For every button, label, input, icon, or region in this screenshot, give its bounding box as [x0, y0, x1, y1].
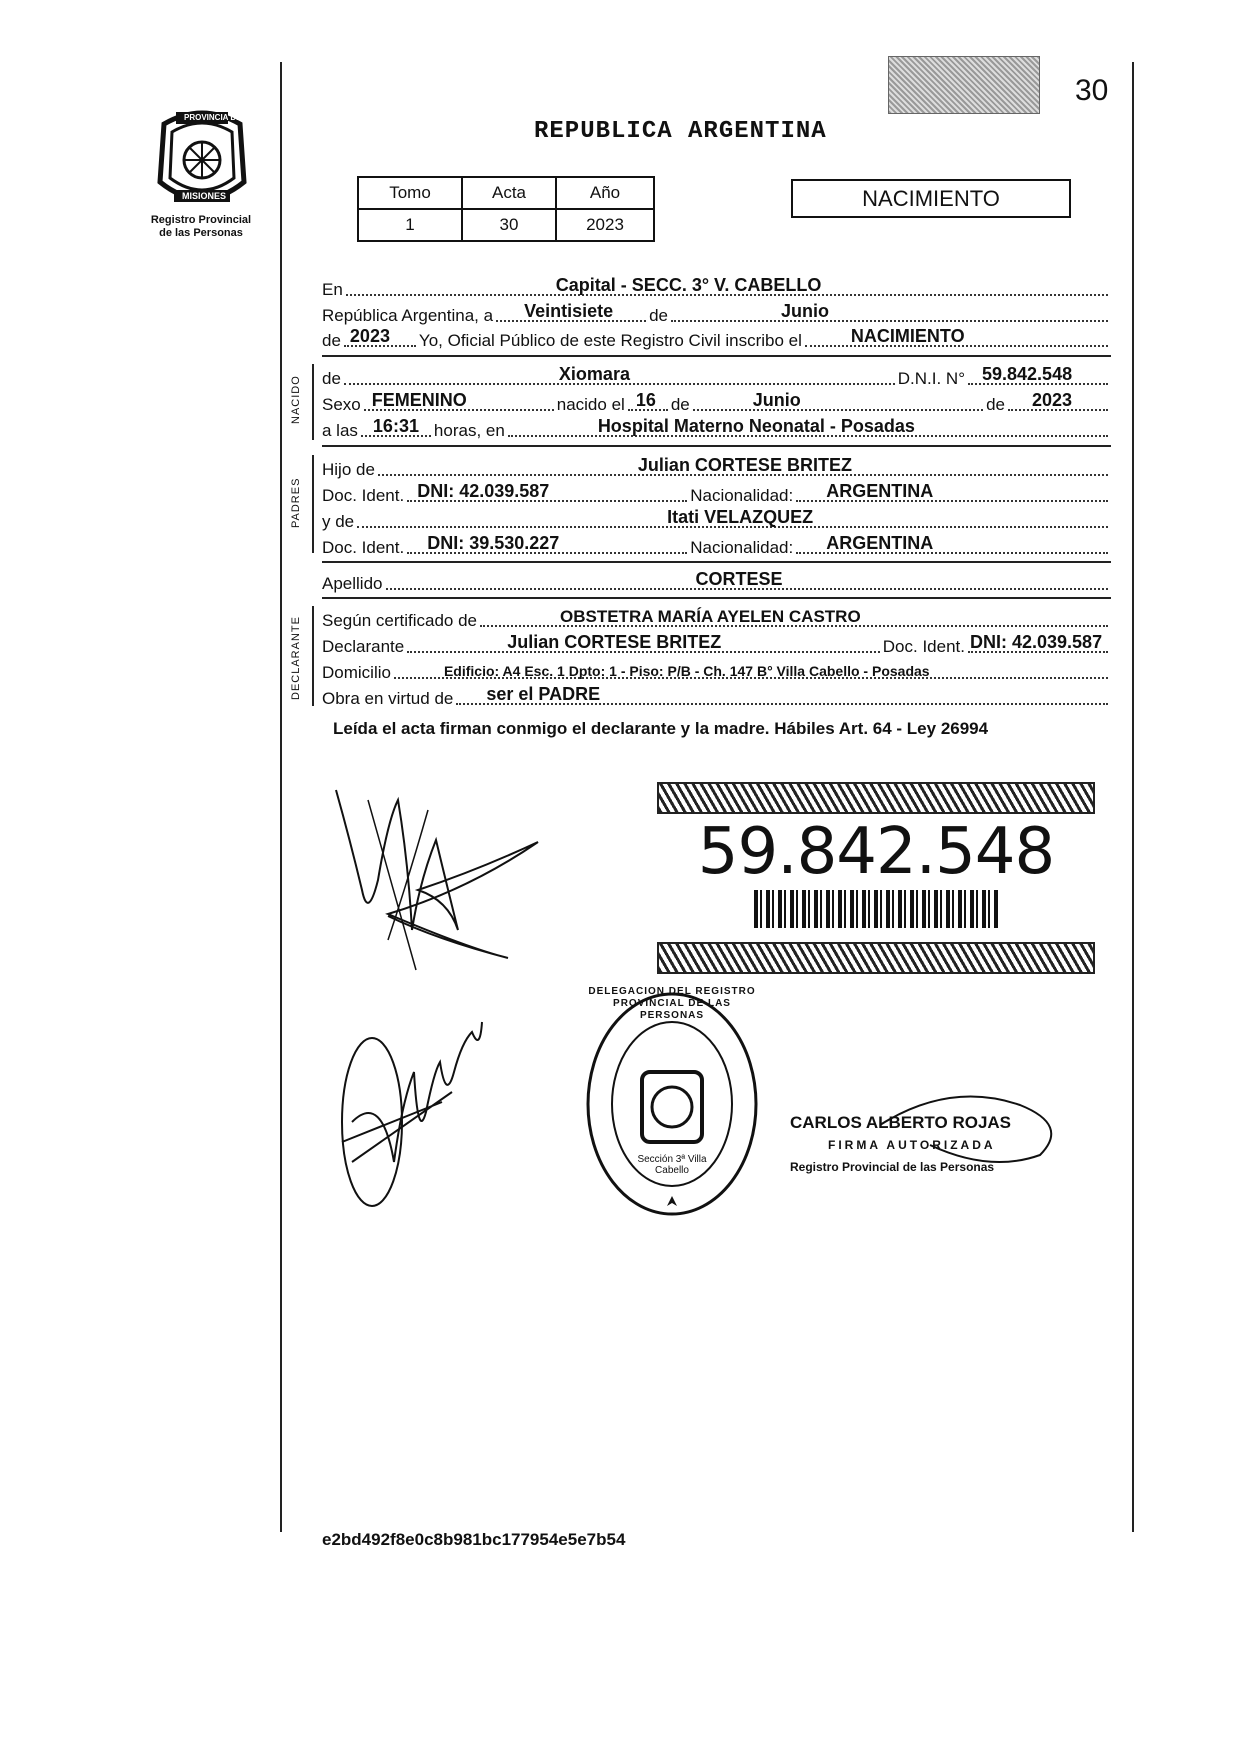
page-number: 30 [1075, 74, 1109, 107]
signatory-office: Registro Provincial de las Personas [790, 1160, 995, 1174]
apellido-label: Apellido [322, 574, 383, 593]
sexo-label: Sexo [322, 395, 361, 414]
tomo-header: Tomo [358, 177, 462, 209]
dia-value: Veintisiete [524, 301, 614, 321]
nombre-value: Xiomara [558, 364, 630, 384]
anio-header: Año [556, 177, 654, 209]
declarante-bracket [312, 606, 314, 706]
padre-doc-value: DNI: 42.039.587 [417, 481, 550, 501]
domicilio-row [322, 659, 1111, 683]
padre-doc-row [322, 482, 1111, 506]
acta-header: Acta [462, 177, 556, 209]
fecha-row [322, 302, 1111, 326]
nac-label-padre: Nacionalidad: [690, 486, 794, 505]
sticker-dni-number: 59.842.548 [697, 815, 1055, 889]
obra-row [322, 685, 1111, 709]
declarante-row [322, 633, 1111, 657]
inscribo-value: NACIMIENTO [850, 326, 965, 346]
declarante-section-label: DECLARANTE [290, 616, 302, 700]
hijo-label: Hijo de [322, 460, 375, 479]
padres-section-label: PADRES [290, 477, 302, 528]
page-title: REPUBLICA ARGENTINA [534, 118, 827, 145]
official-seal [584, 986, 760, 1218]
anio-nacimiento-value: 2023 [1032, 390, 1073, 410]
signatory-name: CARLOS ALBERTO ROJAS [790, 1113, 1012, 1132]
decl-value: Julian CORTESE BRITEZ [507, 632, 722, 652]
en-row [322, 276, 1111, 300]
anio-value: 2023 [349, 326, 390, 346]
logo-text-top: PROVINCIA DE [184, 113, 242, 122]
republica-label: República Argentina, a [322, 306, 494, 325]
madre-row [322, 508, 1111, 532]
security-stamp [888, 56, 1040, 114]
mes-value: Junio [780, 301, 829, 321]
barcode [754, 890, 998, 928]
nacido-section-label: NACIDO [290, 375, 302, 424]
tomo-value: 1 [358, 209, 462, 241]
divider [322, 355, 1111, 357]
seal-ring-text: DELEGACION DEL REGISTRO PROVINCIAL DE LAS PERSONAS [588, 986, 756, 1021]
provincial-coat-of-arms-logo [146, 104, 258, 214]
decl-label: Declarante [322, 637, 405, 656]
dom-label: Domicilio [322, 663, 391, 682]
doc-label-decl: Doc. Ident. [882, 637, 965, 656]
padre-nac-value: ARGENTINA [826, 481, 934, 501]
divider [322, 445, 1111, 447]
cert-row [322, 607, 1111, 631]
divider [322, 561, 1111, 563]
padres-bracket [312, 455, 314, 553]
divider [322, 597, 1111, 599]
de-label-3: de [986, 395, 1005, 414]
cert-label: Según certificado de [322, 611, 477, 630]
acta-value: 30 [462, 209, 556, 241]
declarante-signature [328, 780, 558, 985]
yde-label: y de [322, 512, 355, 531]
logo-caption-line1: Registro Provincial [150, 214, 252, 226]
nombre-row [322, 365, 1111, 389]
inscribo-row [322, 327, 1111, 351]
apellido-value: CORTESE [695, 569, 783, 589]
cert-value: OBSTETRA MARÍA AYELEN CASTRO [560, 607, 861, 626]
inscribo-label: Yo, Oficial Público de este Registro Civil inscribo el [418, 331, 802, 350]
padre-value: Julian CORTESE BRITEZ [637, 455, 852, 475]
anio-value: 2023 [556, 209, 654, 241]
doc-label-padre: Doc. Ident. [322, 486, 405, 505]
hijo-row [322, 456, 1111, 480]
sticker-hatch-top [657, 782, 1095, 814]
dni-sticker [657, 782, 1095, 962]
nacido-el-label: nacido el [556, 395, 625, 414]
mes-nacimiento-value: Junio [752, 390, 801, 410]
dom-value: Edificio: A4 Esc. 1 Dpto: 1 - Piso: P/B - Ch. 147 B° Villa Cabello - Posadas [443, 663, 930, 679]
madre-nac-value: ARGENTINA [826, 533, 934, 553]
record-type-box: NACIMIENTO [791, 179, 1071, 218]
horas-en-label: horas, en [433, 421, 505, 440]
left-margin-line [280, 62, 282, 1532]
apellido-row [322, 570, 1111, 594]
sticker-hatch-bottom [657, 942, 1095, 974]
en-label: En [322, 280, 343, 299]
nacido-bracket [312, 364, 314, 440]
tomo-acta-table [357, 176, 655, 242]
obra-label: Obra en virtud de [322, 689, 454, 708]
seal-inner-text: Sección 3ª Villa Cabello [637, 1154, 707, 1176]
logo-text-bottom: MISIONES [182, 191, 227, 201]
madre-doc-row [322, 534, 1111, 558]
dni-value: 59.842.548 [982, 364, 1073, 384]
nac-label-madre: Nacionalidad: [690, 538, 794, 557]
madre-doc-value: DNI: 39.530.227 [427, 533, 560, 553]
de-label: de [649, 306, 668, 325]
dia-nacimiento-value: 16 [635, 390, 656, 410]
madre-value: Itati VELAZQUEZ [667, 507, 814, 527]
sexo-row [322, 391, 1111, 415]
decl-doc-value: DNI: 42.039.587 [970, 632, 1103, 652]
logo-caption-line2: de las Personas [159, 227, 243, 239]
de-label-nacido: de [322, 369, 341, 388]
obra-value: ser el PADRE [486, 684, 601, 704]
signatory-role: FIRMA AUTORIZADA [828, 1138, 996, 1152]
dni-label: D.N.I. N° [897, 369, 965, 388]
right-margin-line [1132, 62, 1134, 1532]
doc-label-madre: Doc. Ident. [322, 538, 405, 557]
hora-value: 16:31 [372, 416, 419, 436]
lugar-value: Hospital Materno Neonatal - Posadas [597, 416, 915, 436]
closing-statement: Leída el acta firman conmigo el declarante y la madre. Hábiles Art. 64 - Ley 26994 [333, 719, 989, 738]
logo-caption [126, 214, 276, 240]
de2-label: de [322, 331, 341, 350]
madre-signature [322, 1012, 502, 1217]
alas-label: a las [322, 421, 358, 440]
de-label-2: de [670, 395, 690, 414]
authorized-signatory [790, 1112, 1011, 1178]
document-hash: e2bd492f8e0c8b981bc177954e5e7b54 [322, 1530, 626, 1549]
sexo-value: FEMENINO [371, 390, 467, 410]
hora-row [322, 417, 1111, 441]
en-value: Capital - SECC. 3° V. CABELLO [555, 275, 822, 295]
